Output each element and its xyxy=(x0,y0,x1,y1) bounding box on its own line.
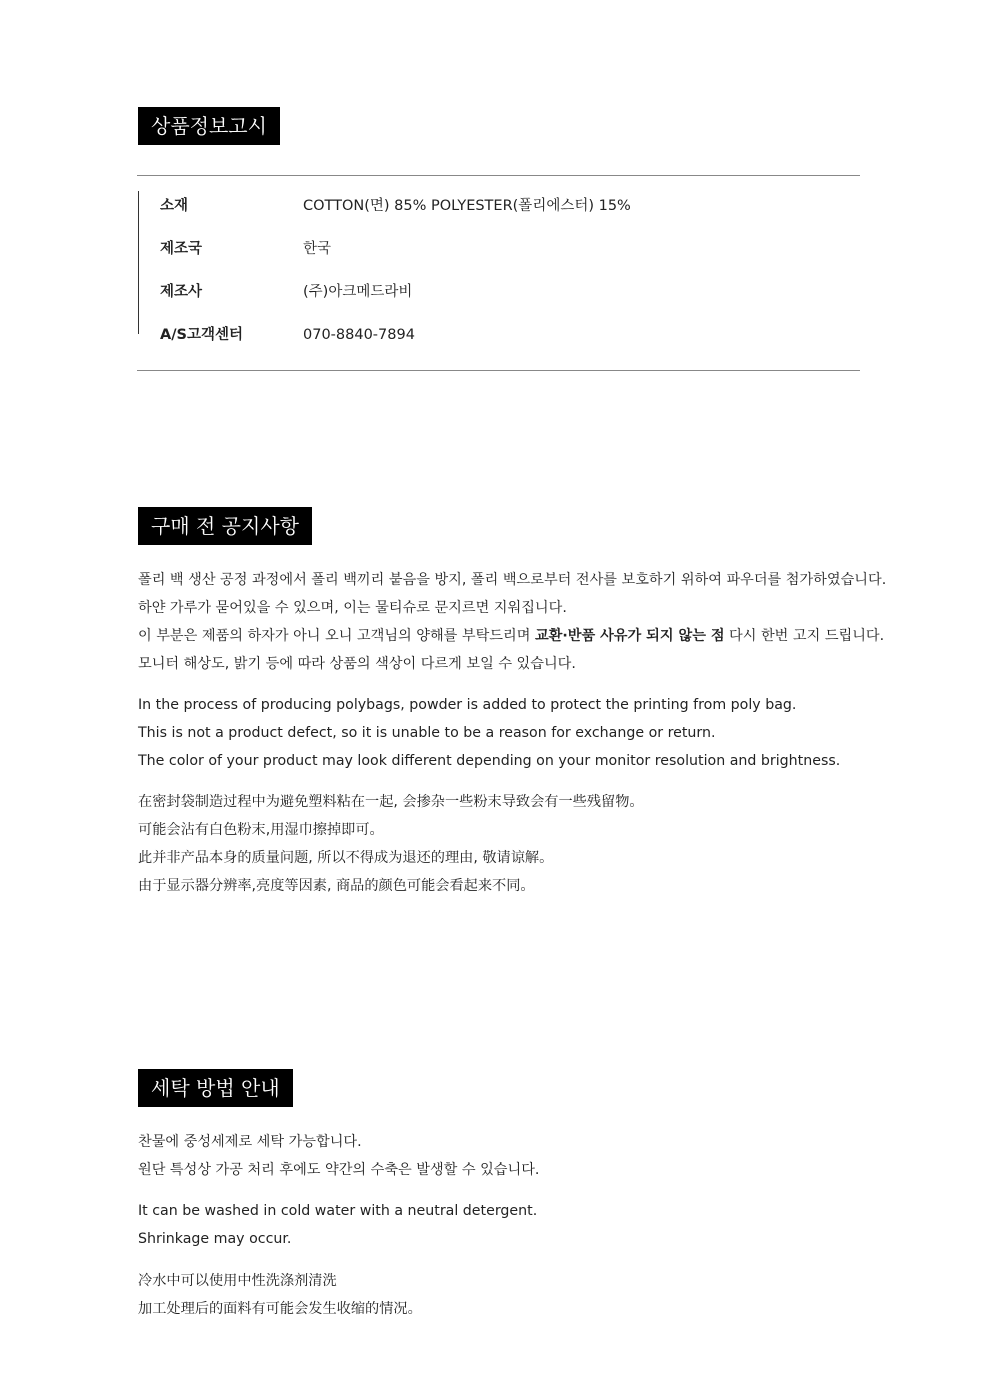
info-value: 070-8840-7894 xyxy=(303,327,415,343)
info-label: 제조국 xyxy=(160,241,203,257)
notice-text-segment: 다시 한번 고지 드립니다. xyxy=(724,628,885,644)
notice-text-line: In the process of producing polybags, powder is added to protect the printing from poly bag. xyxy=(138,697,797,713)
notice-text-line: 하얀 가루가 묻어있을 수 있으며, 이는 물티슈로 문지르면 지워집니다. xyxy=(138,600,567,616)
info-row-customer-center xyxy=(137,314,860,357)
notice-title: 구매 전 공지사항 xyxy=(138,507,312,545)
washing-title: 세탁 방법 안내 xyxy=(138,1069,293,1107)
notice-emphasis: 교환·반품 사유가 되지 않는 점 xyxy=(534,628,725,644)
washing-text-line: 加工处理后的面料有可能会发生收缩的情况。 xyxy=(138,1301,422,1317)
washing-english xyxy=(138,1197,898,1253)
notice-text-line: 모니터 해상도, 밝기 등에 따라 상품의 색상이 다르게 보일 수 있습니다. xyxy=(138,656,576,672)
notice-text-line: This is not a product defect, so it is unable to be a reason for exchange or return. xyxy=(138,725,716,741)
notice-text-line: 在密封袋制造过程中为避免塑料粘在一起, 会掺杂一些粉末导致会有一些残留物。 xyxy=(138,794,644,810)
washing-chinese xyxy=(138,1267,898,1323)
info-value: (주)아크메드라비 xyxy=(303,284,413,300)
washing-text-line: Shrinkage may occur. xyxy=(138,1231,292,1247)
washing-text-line: 冷水中可以使用中性洗涤剂清洗 xyxy=(138,1273,337,1289)
notice-text-line xyxy=(138,622,898,650)
notice-text-line: 可能会沾有白色粉末,用湿巾擦掉即可。 xyxy=(138,822,384,838)
washing-text-line: 원단 특성상 가공 처리 후에도 약간의 수축은 발생할 수 있습니다. xyxy=(138,1162,540,1178)
info-row-material xyxy=(137,185,860,228)
info-label: A/S고객센터 xyxy=(160,327,243,343)
product-info-table xyxy=(137,175,860,371)
info-row-country xyxy=(137,228,860,271)
washing-text-line: 찬물에 중성세제로 세탁 가능합니다. xyxy=(138,1134,362,1150)
washing-text-line: It can be washed in cold water with a neutral detergent. xyxy=(138,1203,538,1219)
column-divider xyxy=(138,191,139,334)
notice-chinese xyxy=(138,788,898,900)
notice-korean xyxy=(138,566,898,678)
notice-text-line: 此并非产品本身的质量问题, 所以不得成为退还的理由, 敬请谅解。 xyxy=(138,850,554,866)
info-label: 소재 xyxy=(160,198,189,214)
info-label: 제조사 xyxy=(160,284,203,300)
info-value: 한국 xyxy=(303,241,332,257)
notice-text-segment: 이 부분은 제품의 하자가 아니 오니 고객님의 양해를 부탁드리며 xyxy=(138,628,535,644)
info-row-manufacturer xyxy=(137,271,860,314)
product-info-title: 상품정보고시 xyxy=(138,107,280,145)
washing-korean xyxy=(138,1128,898,1184)
info-value: COTTON(면) 85% POLYESTER(폴리에스터) 15% xyxy=(303,198,631,214)
notice-english xyxy=(138,691,898,775)
notice-text-line: The color of your product may look different depending on your monitor resolution and brightness. xyxy=(138,753,841,769)
notice-text-line: 由于显示器分辨率,亮度等因素, 商品的颜色可能会看起来不同。 xyxy=(138,878,535,894)
notice-text-line: 폴리 백 생산 공정 과정에서 폴리 백끼리 붙음을 방지, 폴리 백으로부터 전사를 보호하기 위하여 파우더를 첨가하였습니다. xyxy=(138,572,887,588)
